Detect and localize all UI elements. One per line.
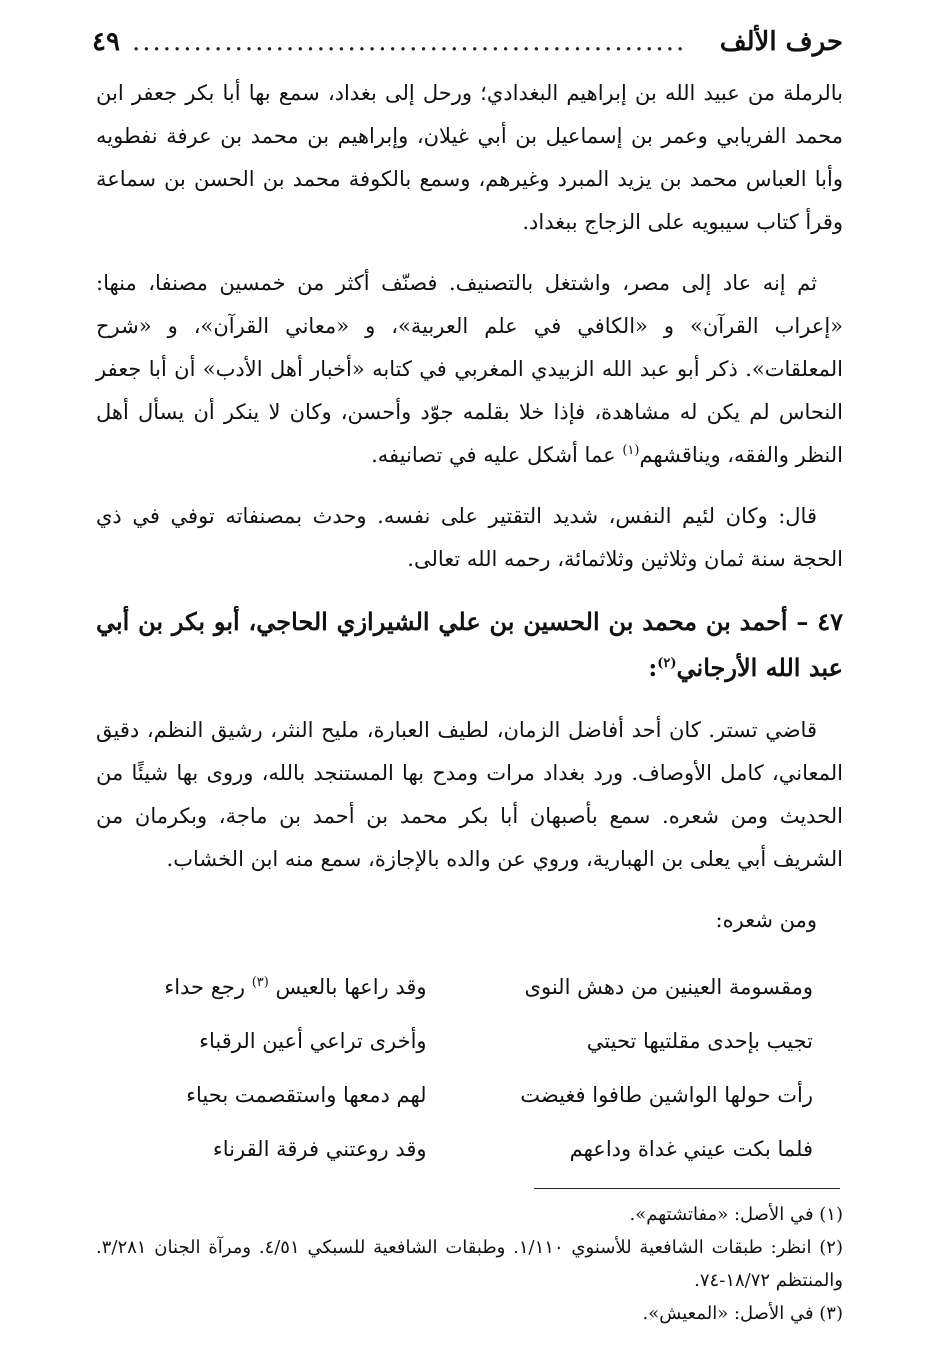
footnote-ref-3: (٣) (251, 974, 269, 990)
page-number: ٤٩ (92, 27, 120, 57)
poem-intro: ومن شعره: (715, 908, 817, 932)
entry-heading (96, 599, 843, 691)
verse-row (96, 960, 843, 1014)
entry-body: قاضي تستر. كان أحد أفاضل الزمان، لطيف العبارة، مليح النثر، رشيق النظم، دقيق المعاني، كامل الأوصاف. ورد بغداد مرات ومدح بها المستنجد بالله، وروى بها شيئًا من الحديث ومن شعره. سمع بأصبهان أبا بكر محمد بن أحمد بن ماجة، وبكرمان من الشريف أبي يعلى بن الهبارية، وروي عن والده بالإجازة، سمع منه ابن الخشاب. (96, 718, 843, 871)
entry-heading-colon: : (648, 653, 658, 682)
chapter-title: حرف الألف (719, 27, 843, 57)
paragraph-2 (96, 262, 843, 477)
poem-verses (96, 960, 843, 1176)
verse-second-hemistich: لهم دمعها واستقصمت بحياء (186, 1082, 427, 1107)
verse-row (96, 1068, 843, 1122)
verse-row (96, 1122, 843, 1176)
verse-first-hemistich: ومقسومة العينين من دهش النوى (524, 974, 813, 999)
paragraph-2-text: ثم إنه عاد إلى مصر، واشتغل بالتصنيف. فصنّف أكثر من خمسين مصنفا، منها: «إعراب القرآن» و «الكافي في علم العربية»، و «معاني القرآن»، و «شرح المعلقات». ذكر أبو عبد الله الزبيدي المغربي في كتابه «أخبار أهل الأدب» أن أبا جعفر النحاس لم يكن له مشاهدة، فإذا خلا بقلمه جوّد وأحسن، وكان لا ينكر أن يسأل أهل النظر والفقه، ويناقشهم (96, 271, 843, 467)
entry-heading-text: ٤٧ – أحمد بن محمد بن الحسين بن علي الشيرازي الحاجي، أبو بكر بن أبي عبد الله الأرجاني (96, 607, 843, 682)
footnote-ref-2: (٢) (657, 656, 677, 671)
verse-row (96, 1014, 843, 1068)
footnote-1: (١) في الأصل: «مفاتشتهم». (629, 1204, 843, 1225)
page-header (92, 22, 843, 62)
footnote-ref-1: (١) (622, 443, 640, 458)
hemistich-text-tail: رجع حداء (164, 974, 252, 999)
footnote-3: (٣) في الأصل: «المعيش». (642, 1303, 843, 1324)
verse-second-hemistich (96, 960, 455, 1014)
verse-first-hemistich: فلما بكت عيني غداة وداعهم (569, 1136, 813, 1161)
paragraph-3: قال: وكان لئيم النفس، شديد التقتير على نفسه. وحدث بمصنفاته توفي في ذي الحجة سنة ثمان وثلاثين وثلاثمائة، رحمه الله تعالى. (96, 504, 843, 571)
header-leader-dots: ...................................................... (131, 27, 687, 57)
verse-first-hemistich: رأت حولها الواشين طافوا فغيضت (520, 1082, 813, 1107)
footnote-separator (534, 1188, 840, 1189)
paragraph-2-tail: عما أشكل عليه في تصانيفه. (371, 443, 623, 467)
verse-first-hemistich: تجيب بإحدى مقلتيها تحيتي (586, 1028, 813, 1053)
footnote-2: (٢) انظر: طبقات الشافعية للأسنوي ١/١١٠. وطبقات الشافعية للسبكي ٤/٥١. ومرآة الجنان ٣/٢٨١. والمنتظم ١٨/٧٢-٧٤. (96, 1237, 843, 1291)
verse-second-hemistich: وقد روعتني فرقة القرناء (212, 1136, 427, 1161)
hemistich-text: وقد راعها بالعيس (275, 974, 427, 999)
page-body (96, 72, 843, 1176)
verse-second-hemistich: وأخرى تراعي أعين الرقباء (199, 1028, 427, 1053)
footnotes (96, 1198, 843, 1330)
paragraph-1: بالرملة من عبيد الله بن إبراهيم البغدادي؛ ورحل إلى بغداد، سمع بها أبا بكر جعفر ابن محمد الفريابي وعمر بن إسماعيل بن أبي غيلان، وإبراهيم بن محمد بن عرفة نفطويه وأبا العباس محمد بن يزيد المبرد وغيرهم، وسمع بالكوفة محمد بن الحسن بن سماعة وقرأ كتاب سيبويه على الزجاج ببغداد. (96, 81, 843, 234)
